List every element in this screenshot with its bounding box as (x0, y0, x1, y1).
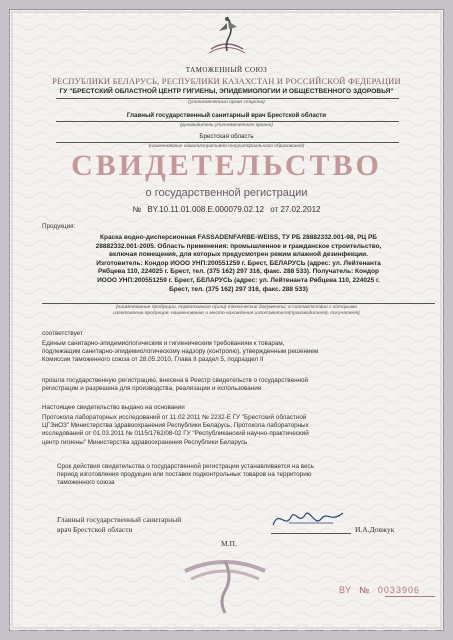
text-line: Единым санитарно-эпидемиологическим и гигиеническим требованиям к товарам, (42, 340, 285, 347)
stamp-label: М.П. (221, 539, 237, 548)
signature-scribble (271, 503, 345, 533)
blank-serial (339, 585, 420, 595)
product-line: 28882332.001-2005. Область применения: промышленное и гражданское строительство, (95, 242, 382, 250)
product-line: Краска водно-дисперсионная FASSADENFARBE-WEISS, ТУ РБ 28882332.001-98, РЦ РБ (100, 234, 377, 241)
divider (42, 303, 435, 304)
product-caption (54, 305, 419, 317)
signature-line (271, 533, 351, 534)
serial-number: 0033906 (377, 585, 420, 595)
validity-text (57, 463, 437, 488)
serial-underline (385, 596, 435, 597)
text-line: период изготовления продукции или поставок подконтрольных товаров на территорию (57, 471, 312, 479)
text-line: подлежащим санитарно-эпидемиологическому надзору (контролю), утвержденным решением (42, 348, 319, 356)
number-prefix: № (132, 205, 142, 214)
caption-line: (наименование продукции, нормативные и(или) технические документы, в соответствии с которыми (115, 305, 358, 310)
registration-date: 27.02.2012 (280, 205, 321, 214)
region-caption: (наименование административно-территориального образования) (148, 144, 305, 149)
text-line: регистрации и разрешена для производства, реализации и использования (42, 385, 262, 393)
basis-label: Настоящее свидетельство выдано на основании (42, 404, 185, 411)
product-line: Брест, тел. (375 162) 297 316, факс. 288 533) (169, 285, 308, 293)
issuing-center-caption: (уполномоченный орган сторона) (188, 100, 265, 105)
basis-text (42, 414, 437, 447)
text-line: таможенного союза (57, 479, 115, 487)
union-title: ТАМОЖЕННЫЙ СОЮЗ (185, 66, 268, 74)
watermark-emblem-icon (175, 553, 275, 615)
registration-statement (42, 377, 437, 393)
text-line: Срок действия свидетельства о государственной регистрации устанавливается на весь (57, 463, 314, 470)
text-line: Протокола лабораторных исследований от 11.02.2011 № 2232-Е ГУ "Брестский областной (42, 414, 307, 421)
product-line: ИООО УНП:200551259 г. Брест, БЕЛАРУСЬ (адрес: ул. Лейтенанта Рябцева 110, 224025 г. (97, 276, 380, 284)
product-line: Изготовитель: Кондор ИООО УНП:200551259 г. Брест, БЕЛАРУСЬ (адрес: ул. Лейтенанта (96, 259, 381, 267)
serial-series: BY (339, 585, 351, 595)
product-label: Продукция: (42, 223, 76, 230)
registration-number (9, 205, 444, 214)
text-line: центр гигиены" Министерства здравоохранения Республики Беларусь (42, 438, 248, 446)
divider (56, 98, 399, 99)
serial-no-label: № (359, 585, 370, 595)
text-line: исследований от 01.03.2011 № 0115/1762/08-02 ГУ "Республиканский научно-практический (42, 430, 309, 438)
text-line: ЦГЭиОЗ" Министерства здравоохранения Республики Беларусь, Протокола лабораторных (42, 422, 309, 430)
issuing-center-name: ГУ "БРЕСТСКИЙ ОБЛАСТНОЙ ЦЕНТР ГИГИЕНЫ, ЭПИДЕМИОЛОГИИ И ОБЩЕСТВЕННОГО ЗДОРОВЬЯ" (59, 88, 394, 95)
text-line: прошла государственную регистрацию, внесена в Реестр свидетельств о государственной (42, 377, 309, 384)
text-line: Комиссии таможенного союза от 28.05.2010, Глава II раздел 5, подраздел II (42, 356, 264, 364)
date-prefix: от (270, 205, 279, 214)
emblem-icon (205, 13, 249, 63)
text-line: Главный государственный санитарный (57, 515, 182, 524)
certificate-title: СВИДЕТЕЛЬСТВО (71, 149, 382, 182)
product-description (42, 234, 435, 294)
registration-number-value: BY.10.11.01.008.E.000079.02.12 (147, 205, 265, 214)
text-line: врач Брестской области (57, 525, 133, 534)
compliance-text (42, 340, 437, 365)
certificate-subtitle: о государственной регистрации (145, 187, 308, 199)
signer-title (57, 515, 181, 535)
product-line: Рябцева 110, 224025 г. Брест, тел. (375 162) 297 316, факс. 288 533). Получатель: Кондор (98, 268, 379, 276)
signer-name: И.А.Довжук (355, 525, 395, 534)
compliance-label: соответствует (42, 330, 83, 337)
chief-doctor-title: Главный государственный санитарный врач Брестской области (126, 112, 327, 119)
divider (56, 121, 399, 122)
republics-title: РЕСПУБЛИКИ БЕЛАРУСЬ, РЕСПУБЛИКИ КАЗАХСТАН И РОССИЙСКОЙ ФЕДЕРАЦИИ (52, 76, 401, 86)
divider (56, 142, 399, 143)
region-name: Брестская область (199, 133, 254, 140)
caption-line: изготовлена продукция, наименование и место нахождения изготовителя(производителя), получателя) (113, 311, 360, 316)
product-line: включая помещения, для которых предусмотрен режим влажной дезинфекции. (109, 251, 368, 259)
chief-doctor-caption: (руководитель уполномоченного органа) (180, 123, 273, 128)
